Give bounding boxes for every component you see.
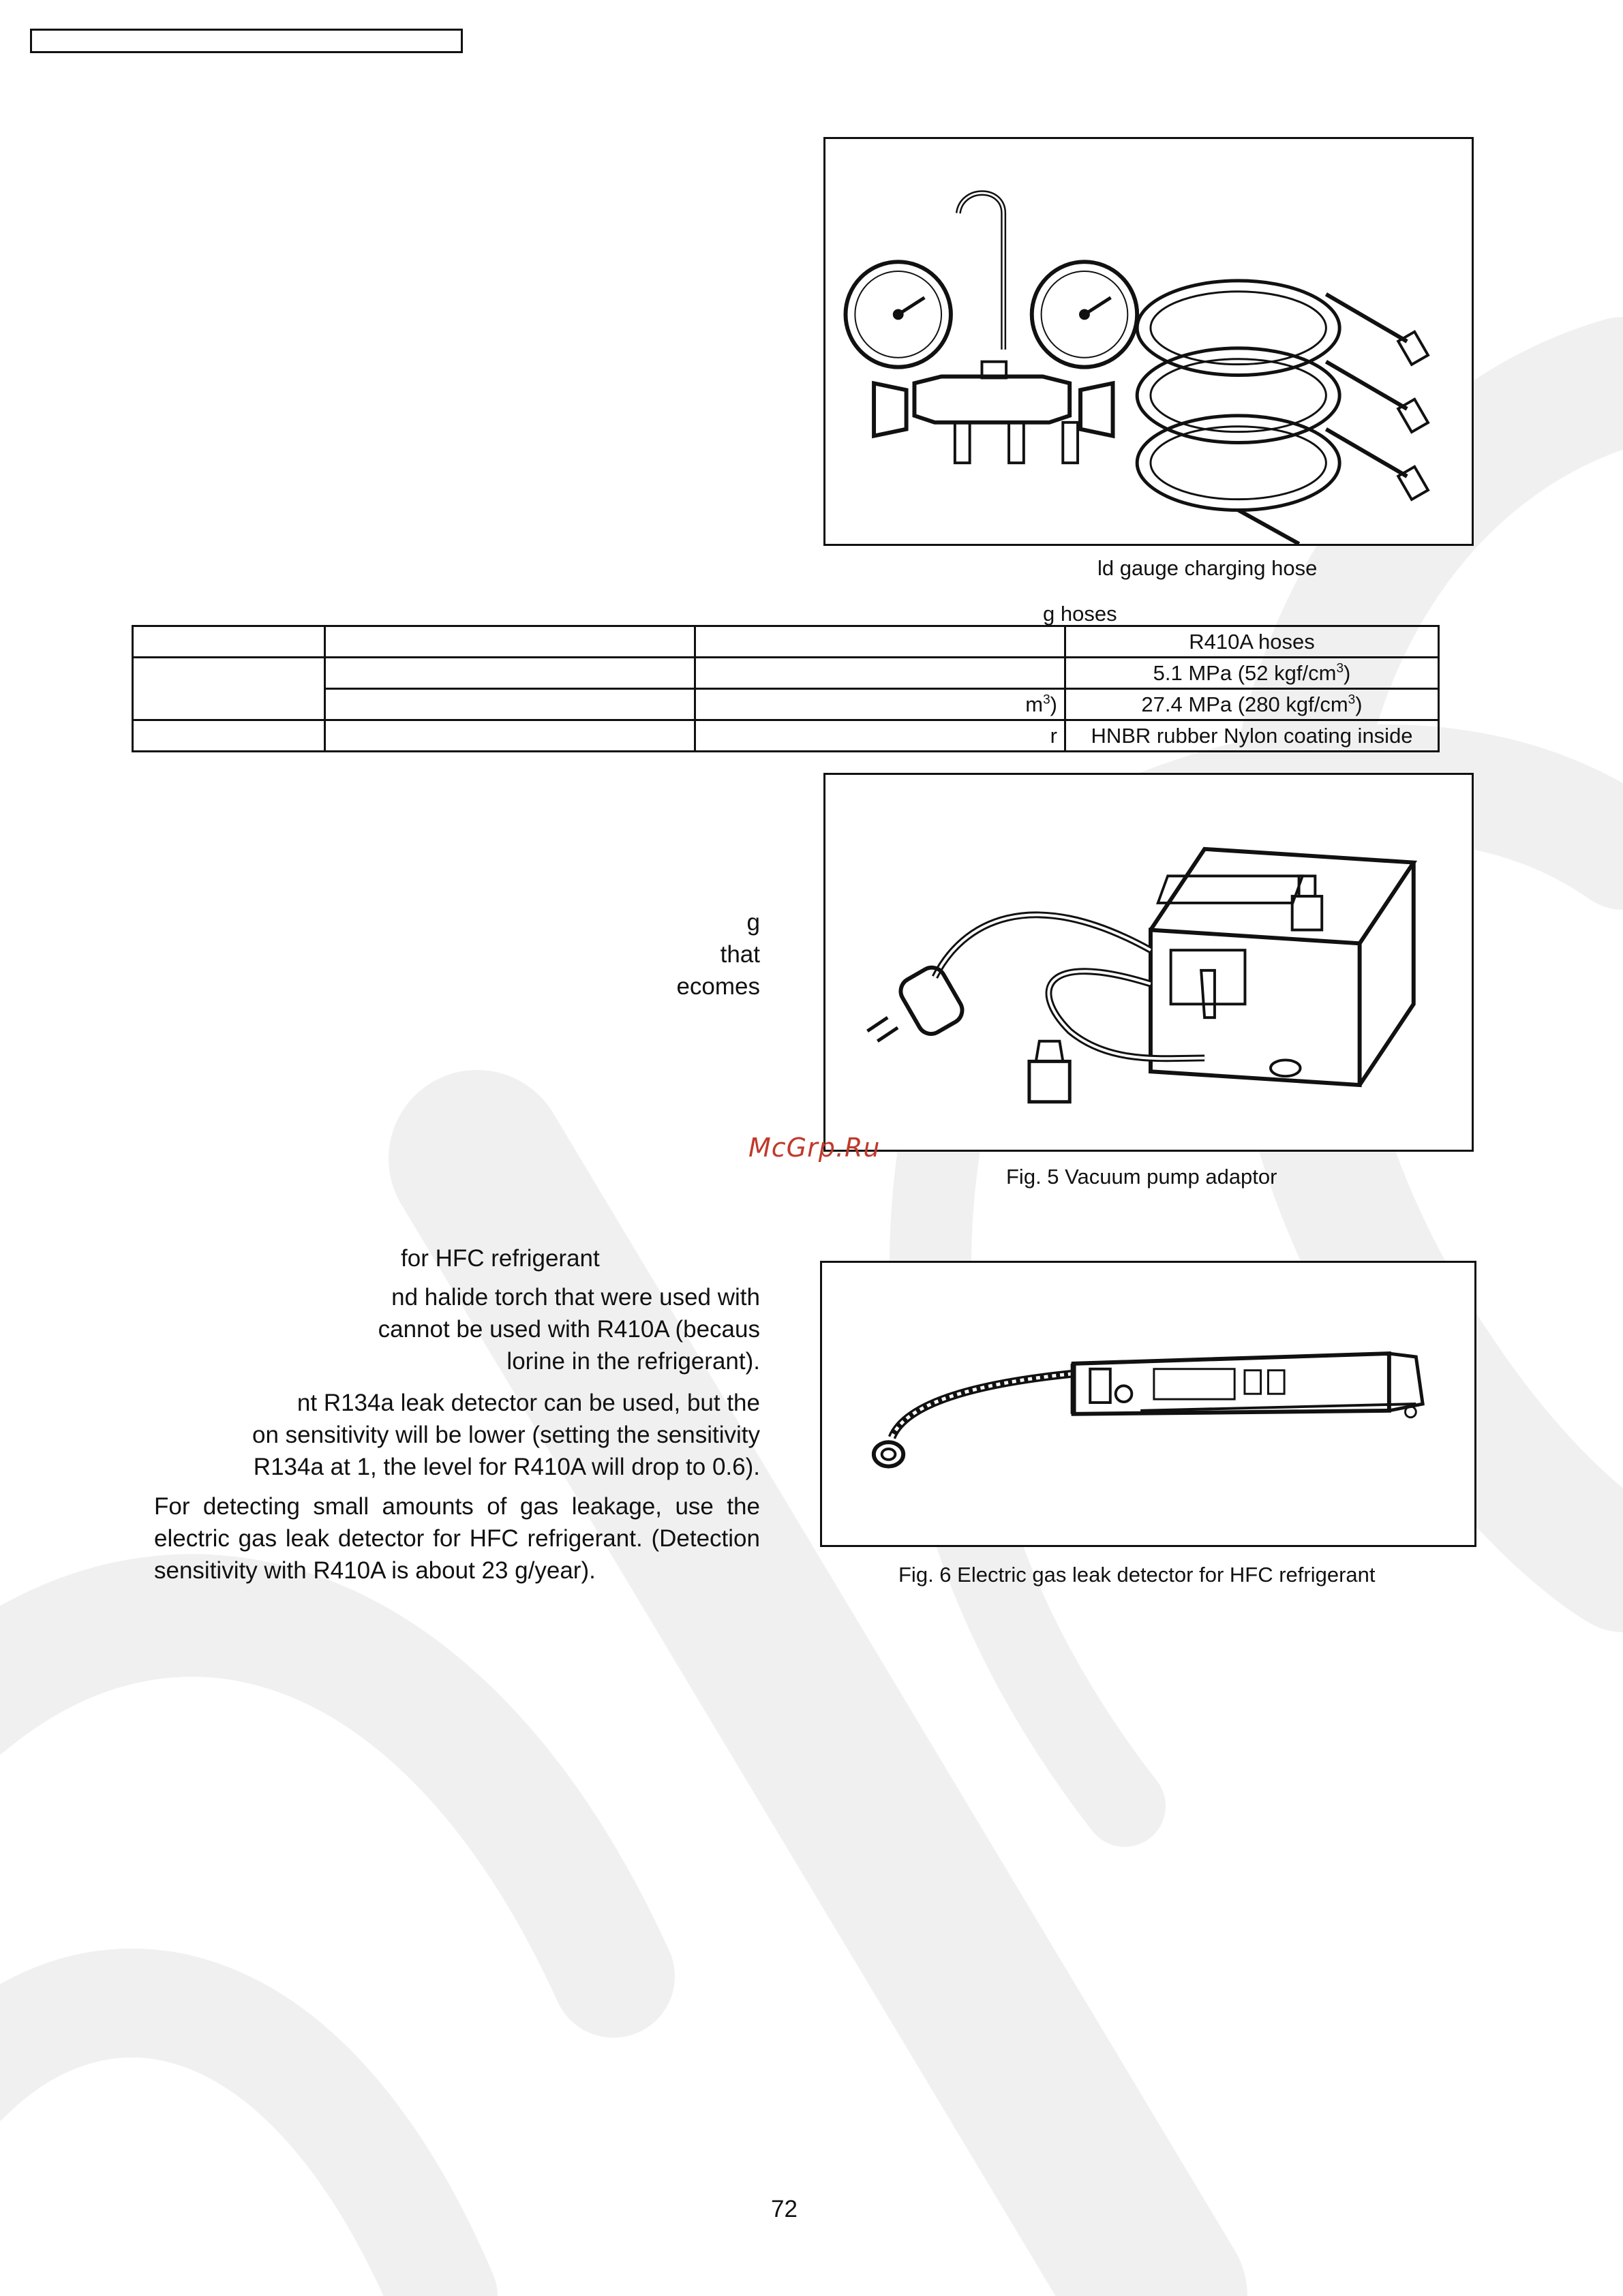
text-line: nt R134a leak detector can be used, but the xyxy=(297,1390,760,1416)
text-line: that xyxy=(720,941,760,968)
electric-leak-detector-illustration xyxy=(822,1263,1474,1545)
table-row xyxy=(133,626,1439,658)
figure-6-caption: Fig. 6 Electric gas leak detector for HFC refrigerant xyxy=(898,1563,1376,1587)
leak-detector-heading: for HFC refrigerant xyxy=(401,1245,600,1272)
text-line: g xyxy=(746,909,760,936)
table-cell xyxy=(133,658,325,720)
watermark-text: McGrp.Ru xyxy=(748,1133,881,1163)
text-line: sensitivity with R410A is about 23 g/year). xyxy=(154,1557,596,1584)
table-cell: $m^3$) xyxy=(695,689,1065,720)
table-cell xyxy=(325,720,695,752)
text-line: cannot be used with R410A (becaus xyxy=(378,1316,760,1343)
text-line: electric gas leak detector for HFC refrigerant. (Detection xyxy=(154,1525,760,1552)
figure-vacuum-pump-adaptor xyxy=(823,773,1474,1152)
table-cell: 5.1 MPa (52 kgf/$cm^3$) xyxy=(1065,658,1439,689)
vacuum-pump-adaptor-illustration xyxy=(825,775,1472,1150)
header-box xyxy=(30,29,463,53)
figure-electric-leak-detector xyxy=(820,1261,1476,1547)
table-cell: r xyxy=(695,720,1065,752)
leak-detector-paragraph-2 xyxy=(252,1387,760,1483)
table-title: g hoses xyxy=(1043,602,1117,626)
figure-manifold-gauge xyxy=(823,137,1474,546)
table-cell xyxy=(325,689,695,720)
table-cell xyxy=(695,626,1065,658)
text-line: lorine in the refrigerant). xyxy=(506,1348,760,1375)
table-cell xyxy=(133,626,325,658)
text-line: For detecting small amounts of gas leakage, use the xyxy=(154,1493,760,1520)
charging-hose-spec-table xyxy=(132,625,1440,752)
table-cell: R410A hoses xyxy=(1065,626,1439,658)
table-row xyxy=(133,720,1439,752)
text-line: ecomes xyxy=(676,973,760,1000)
table-cell xyxy=(133,720,325,752)
vacuum-pump-text xyxy=(676,906,760,1002)
text-line: nd halide torch that were used with xyxy=(391,1284,760,1311)
manifold-gauge-illustration xyxy=(825,139,1472,544)
table-cell: HNBR rubber Nylon coating inside xyxy=(1065,720,1439,752)
text-line: R134a at 1, the level for R410A will drop to 0.6). xyxy=(253,1454,760,1480)
figure-5-caption: Fig. 5 Vacuum pump adaptor xyxy=(1006,1165,1277,1189)
text-line: on sensitivity will be lower (setting the sensitivity xyxy=(252,1422,760,1448)
leak-detector-paragraph-3 xyxy=(154,1490,760,1587)
table-row xyxy=(133,658,1439,689)
table-row xyxy=(133,689,1439,720)
table-cell: 27.4 MPa (280 kgf/$cm^3$) xyxy=(1065,689,1439,720)
table-cell xyxy=(325,658,695,689)
table-cell xyxy=(695,658,1065,689)
leak-detector-paragraph-1 xyxy=(378,1281,760,1377)
page-number: 72 xyxy=(771,2196,798,2222)
figure-4-caption: ld gauge charging hose xyxy=(1097,556,1318,580)
table-cell xyxy=(325,626,695,658)
